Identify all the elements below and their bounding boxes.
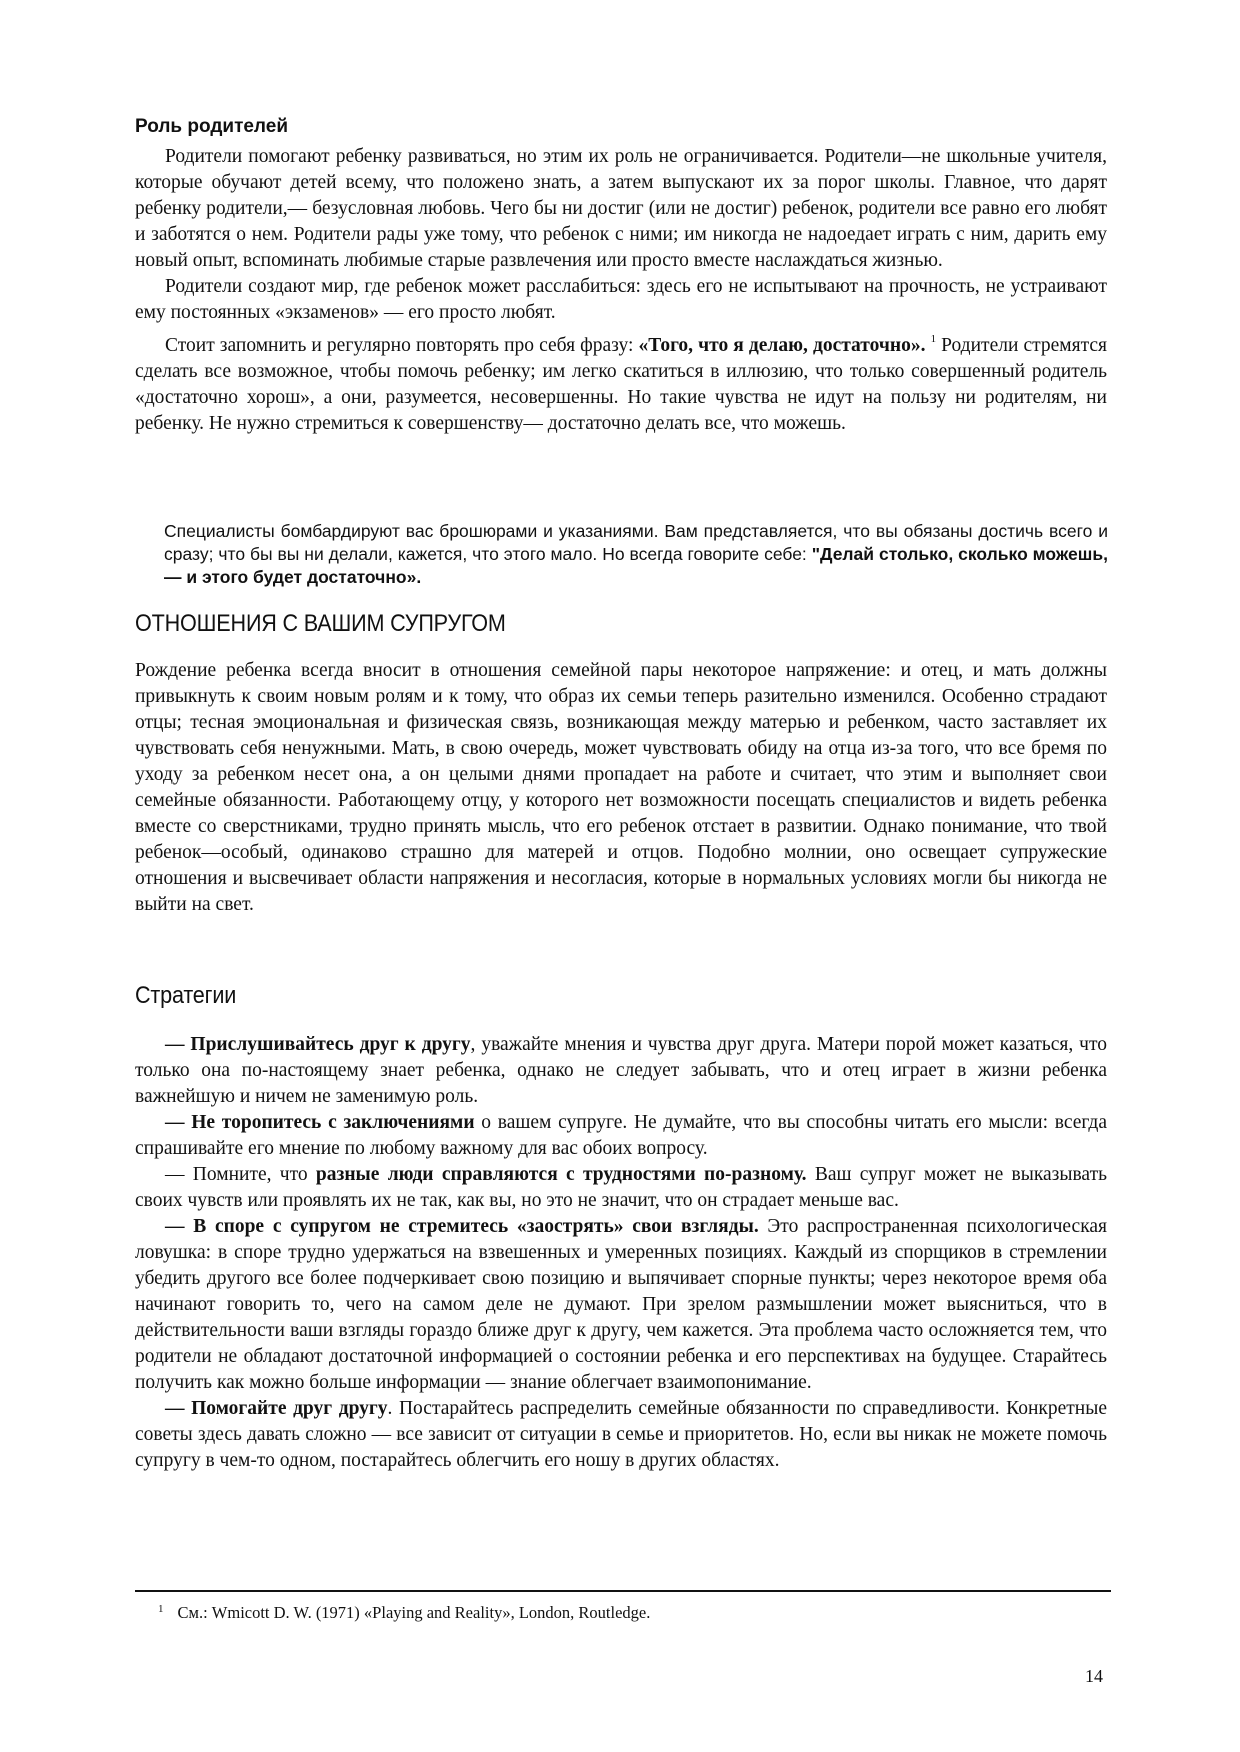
footnote <box>158 1603 650 1623</box>
role-p3-post: Родители стремятся сделать все возможное, чтобы помочь ребенку; им легко скатиться в иллюзию, что только совершенный родитель «достаточно хорош», а они, разумеется, несовершенны. Но такие чувства не идут на пользу ни родителям, ни ребенку. Не нужно стремиться к совершенству— достаточно делать все, что можешь. <box>135 335 1107 434</box>
strategy-3-pre: — Помните, что <box>165 1164 316 1185</box>
role-p3-bold: «Того, что я делаю, достаточно». <box>638 335 926 356</box>
strategy-2-text: о вашем супруге. Не думайте, что вы способны читать его мысли: всегда спрашивайте его мнение по любому важному для вас обоих вопросу. <box>135 1112 1107 1159</box>
footnote-divider <box>135 1590 1111 1592</box>
strategy-5-bold: — Помогайте друг другу <box>165 1398 388 1419</box>
strategy-3-text: Ваш супруг может не выказывать своих чувств или проявлять их не так, как вы, но это не значит, что он страдает меньше вас. <box>135 1164 1107 1211</box>
strategy-3-bold: разные люди справляются с трудностями по-разному. <box>315 1164 807 1185</box>
strategy-1-bold: — Прислушивайтесь друг к другу <box>165 1034 471 1055</box>
strategy-5 <box>135 1396 1107 1474</box>
strategy-4 <box>135 1214 1107 1396</box>
strategy-2-bold: — Не торопитесь с заключениями <box>165 1112 475 1133</box>
strategy-1-text: , уважайте мнения и чувства друг друга. Матери порой может казаться, что только она по-настоящему знает ребенка, однако не следует забывать, что и отец играет в жизни ребенка важнейшую и ничем не заменимую роль. <box>135 1034 1107 1107</box>
strategy-4-bold: — В споре с супругом не стремитесь «заострять» свои взгляды. <box>165 1216 759 1237</box>
strategies-heading: Стратегии <box>135 982 237 1009</box>
strategy-4-text: Это распространенная психологическая ловушка: в споре трудно удержаться на взвешенных и умеренных позициях. Каждый из спорщиков в стремлении убедить другого все более подчеркивает свою позицию и выпячивает спорные пункты; через некоторое время оба начинают говорить то, чего на самом деле не думают. При зрелом размышлении может выясниться, что в действительности ваши взгляды гораздо ближе друг к другу, чем кажется. Эта проблема часто осложняется тем, что родители не обладают достаточной информацией о состоянии ребенка и его перспективах на будущее. Старайтесь получить как можно больше информации — знание облегчает взаимопонимание. <box>135 1216 1107 1393</box>
footnote-text: См.: Wmicott D. W. (1971) «Playing and Reality», London, Routledge. <box>177 1603 651 1622</box>
role-paragraph-1: Родители помогают ребенку развиваться, но этим их роль не ограничивается. Родители—не школьные учителя, которые обучают детей всему, что положено знать, а затем выпускают их за порог школы. Главное, что дарят ребенку родители,— безусловная любовь. Чего бы ни достиг (или не достиг) ребенок, родители все равно его любят и заботятся о нем. Родители рады уже тому, что ребенок с ними; им никогда не надоедает играть с ним, дарить ему новый опыт, вспоминать любимые старые развлечения или просто вместе наслаждаться жизнью. <box>135 146 1107 271</box>
footnote-number: 1 <box>158 1603 164 1615</box>
page-number: 14 <box>1085 1666 1103 1686</box>
advice-box-bold: "Делай столько, сколько можешь, — и этого будет достаточно». <box>164 544 1108 587</box>
strategies-section <box>135 1032 1107 1474</box>
spouse-section <box>135 658 1107 918</box>
role-paragraph-2: Родители создают мир, где ребенок может расслабиться: здесь его не испытывают на прочность, не устраивают ему постоянных «экзаменов» — его просто любят. <box>135 276 1107 323</box>
advice-box <box>164 520 1108 589</box>
strategy-2 <box>135 1110 1107 1162</box>
role-p3-pre: Стоит запомнить и регулярно повторять про себя фразу: <box>165 335 639 356</box>
role-paragraph-3 <box>135 326 1107 437</box>
spouse-heading: ОТНОШЕНИЯ С ВАШИМ СУПРУГОМ <box>135 610 506 637</box>
role-section <box>135 144 1107 437</box>
strategy-5-text: . Постарайтесь распределить семейные обязанности по справедливости. Конкретные советы здесь давать сложно — все зависит от ситуации в семье и приоритетов. Но, если вы никак не можете помочь супругу в чем-то одном, постарайтесь облегчить его ношу в других областях. <box>135 1398 1107 1471</box>
advice-box-text: Специалисты бомбардируют вас брошюрами и указаниями. Вам представляется, что вы обязаны достичь всего и сразу; что бы вы ни делали, кажется, что этого мало. Но всегда говорите себе: <box>164 521 1108 564</box>
role-heading: Роль родителей <box>135 116 289 137</box>
footnote-reference: 1 <box>930 333 937 345</box>
spouse-paragraph: Рождение ребенка всегда вносит в отношения семейной пары некоторое напряжение: и отец, и мать должны привыкнуть к своим новым ролям и к тому, что образ их семьи теперь разительно изменился. Особенно страдают отцы; тесная эмоциональная и физическая связь, возникающая между матерью и ребенком, часто заставляет их чувствовать себя ненужными. Мать, в свою очередь, может чувствовать обиду на отца из-за того, что все бремя по уходу за ребенком несет она, а он целыми днями пропадает на работе и считает, что этим и выполняет свои семейные обязанности. Работающему отцу, у которого нет возможности посещать специалистов и видеть ребенка вместе со сверстниками, трудно принять мысль, что его ребенок отстает в развитии. Однако понимание, что твой ребенок—особый, одинаково страшно для матерей и отцов. Подобно молнии, оно освещает супружеские отношения и высвечивает области напряжения и несогласия, которые в нормальных условиях могли бы никогда не выйти на свет. <box>135 660 1107 915</box>
strategy-3 <box>135 1162 1107 1214</box>
strategy-1 <box>135 1032 1107 1110</box>
